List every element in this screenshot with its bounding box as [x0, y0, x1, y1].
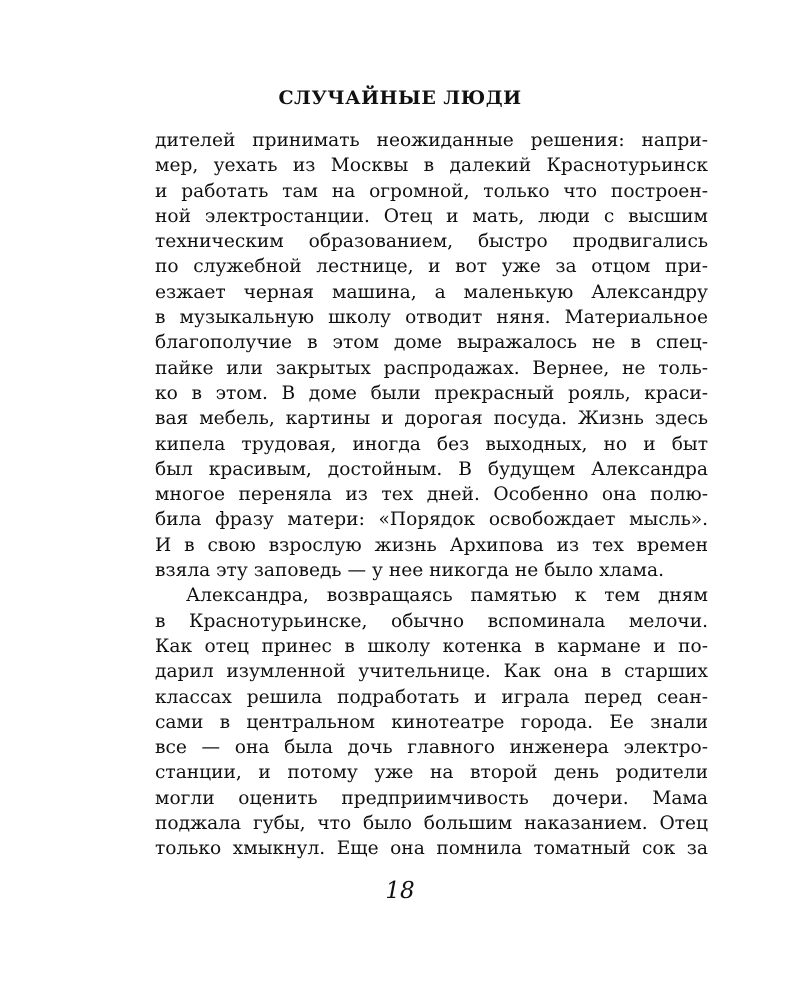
text-line: езжает черная машина, а маленькую Александру	[155, 281, 708, 303]
text-line: дарил изумленной учительнице. Как она в старших	[155, 661, 708, 683]
text-line: дителей принимать неожиданные решения: напри-	[155, 130, 708, 151]
running-head: СЛУЧАЙНЫЕ ЛЮДИ	[278, 87, 522, 109]
text-line: ко в этом. В доме были прекрасный рояль, краси-	[155, 382, 708, 404]
text-line: пайке или закрытых распродажах. Вернее, не толь-	[155, 357, 708, 379]
paragraph-1	[155, 128, 708, 583]
text-line: все — она была дочь главного инженера электро-	[155, 737, 708, 759]
page-number: 18	[385, 878, 415, 904]
text-line: кипела трудовая, иногда без выходных, но и быт	[155, 433, 708, 455]
text-line: ной электростанции. Отец и мать, люди с высшим	[155, 205, 708, 227]
text-line: и работать там на огромной, только что построен-	[155, 180, 708, 202]
text-line: по служебной лестнице, и вот уже за отцом при-	[155, 256, 708, 278]
text-line: вая мебель, картины и дорогая посуда. Жизнь здесь	[155, 408, 708, 430]
text-line: только хмыкнул. Еще она помнила томатный сок за	[155, 838, 708, 860]
text-line: станции, и потому уже на второй день родители	[155, 762, 708, 784]
text-line: Александра, возвращаясь памятью к тем дням	[186, 585, 708, 607]
paragraph-2	[155, 583, 708, 861]
text-line: поджала губы, что было большим наказанием. Отец	[155, 813, 708, 835]
text-line: в музыкальную школу отводит няня. Материальное	[155, 307, 708, 329]
text-line: могли оценить предприимчивость дочери. Мама	[155, 787, 708, 809]
text-line: многое переняла из тех дней. Особенно она полю-	[155, 484, 708, 506]
text-line: Как отец принес в школу котенка в кармане и по-	[155, 635, 708, 657]
text-line: был красивым, достойным. В будущем Александра	[155, 458, 708, 480]
body-text	[155, 128, 708, 862]
text-line: в Краснотурьинске, обычно вспоминала мелочи.	[155, 610, 708, 632]
text-line: мер, уехать из Москвы в далекий Краснотурьинск	[155, 155, 708, 177]
text-line: сами в центральном кинотеатре города. Ее знали	[155, 711, 708, 733]
text-line: техническим образованием, быстро продвигались	[155, 231, 708, 253]
text-line: благополучие в этом доме выражалось не в спец-	[155, 332, 708, 354]
text-line: классах решила подработать и играла перед сеан-	[155, 686, 708, 708]
text-line: И в свою взрослую жизнь Архипова из тех времен	[155, 534, 708, 556]
text-line: взяла эту заповедь — у нее никогда не было хлама.	[155, 560, 664, 582]
text-line: била фразу матери: «Порядок освобождает мысль».	[155, 509, 708, 531]
